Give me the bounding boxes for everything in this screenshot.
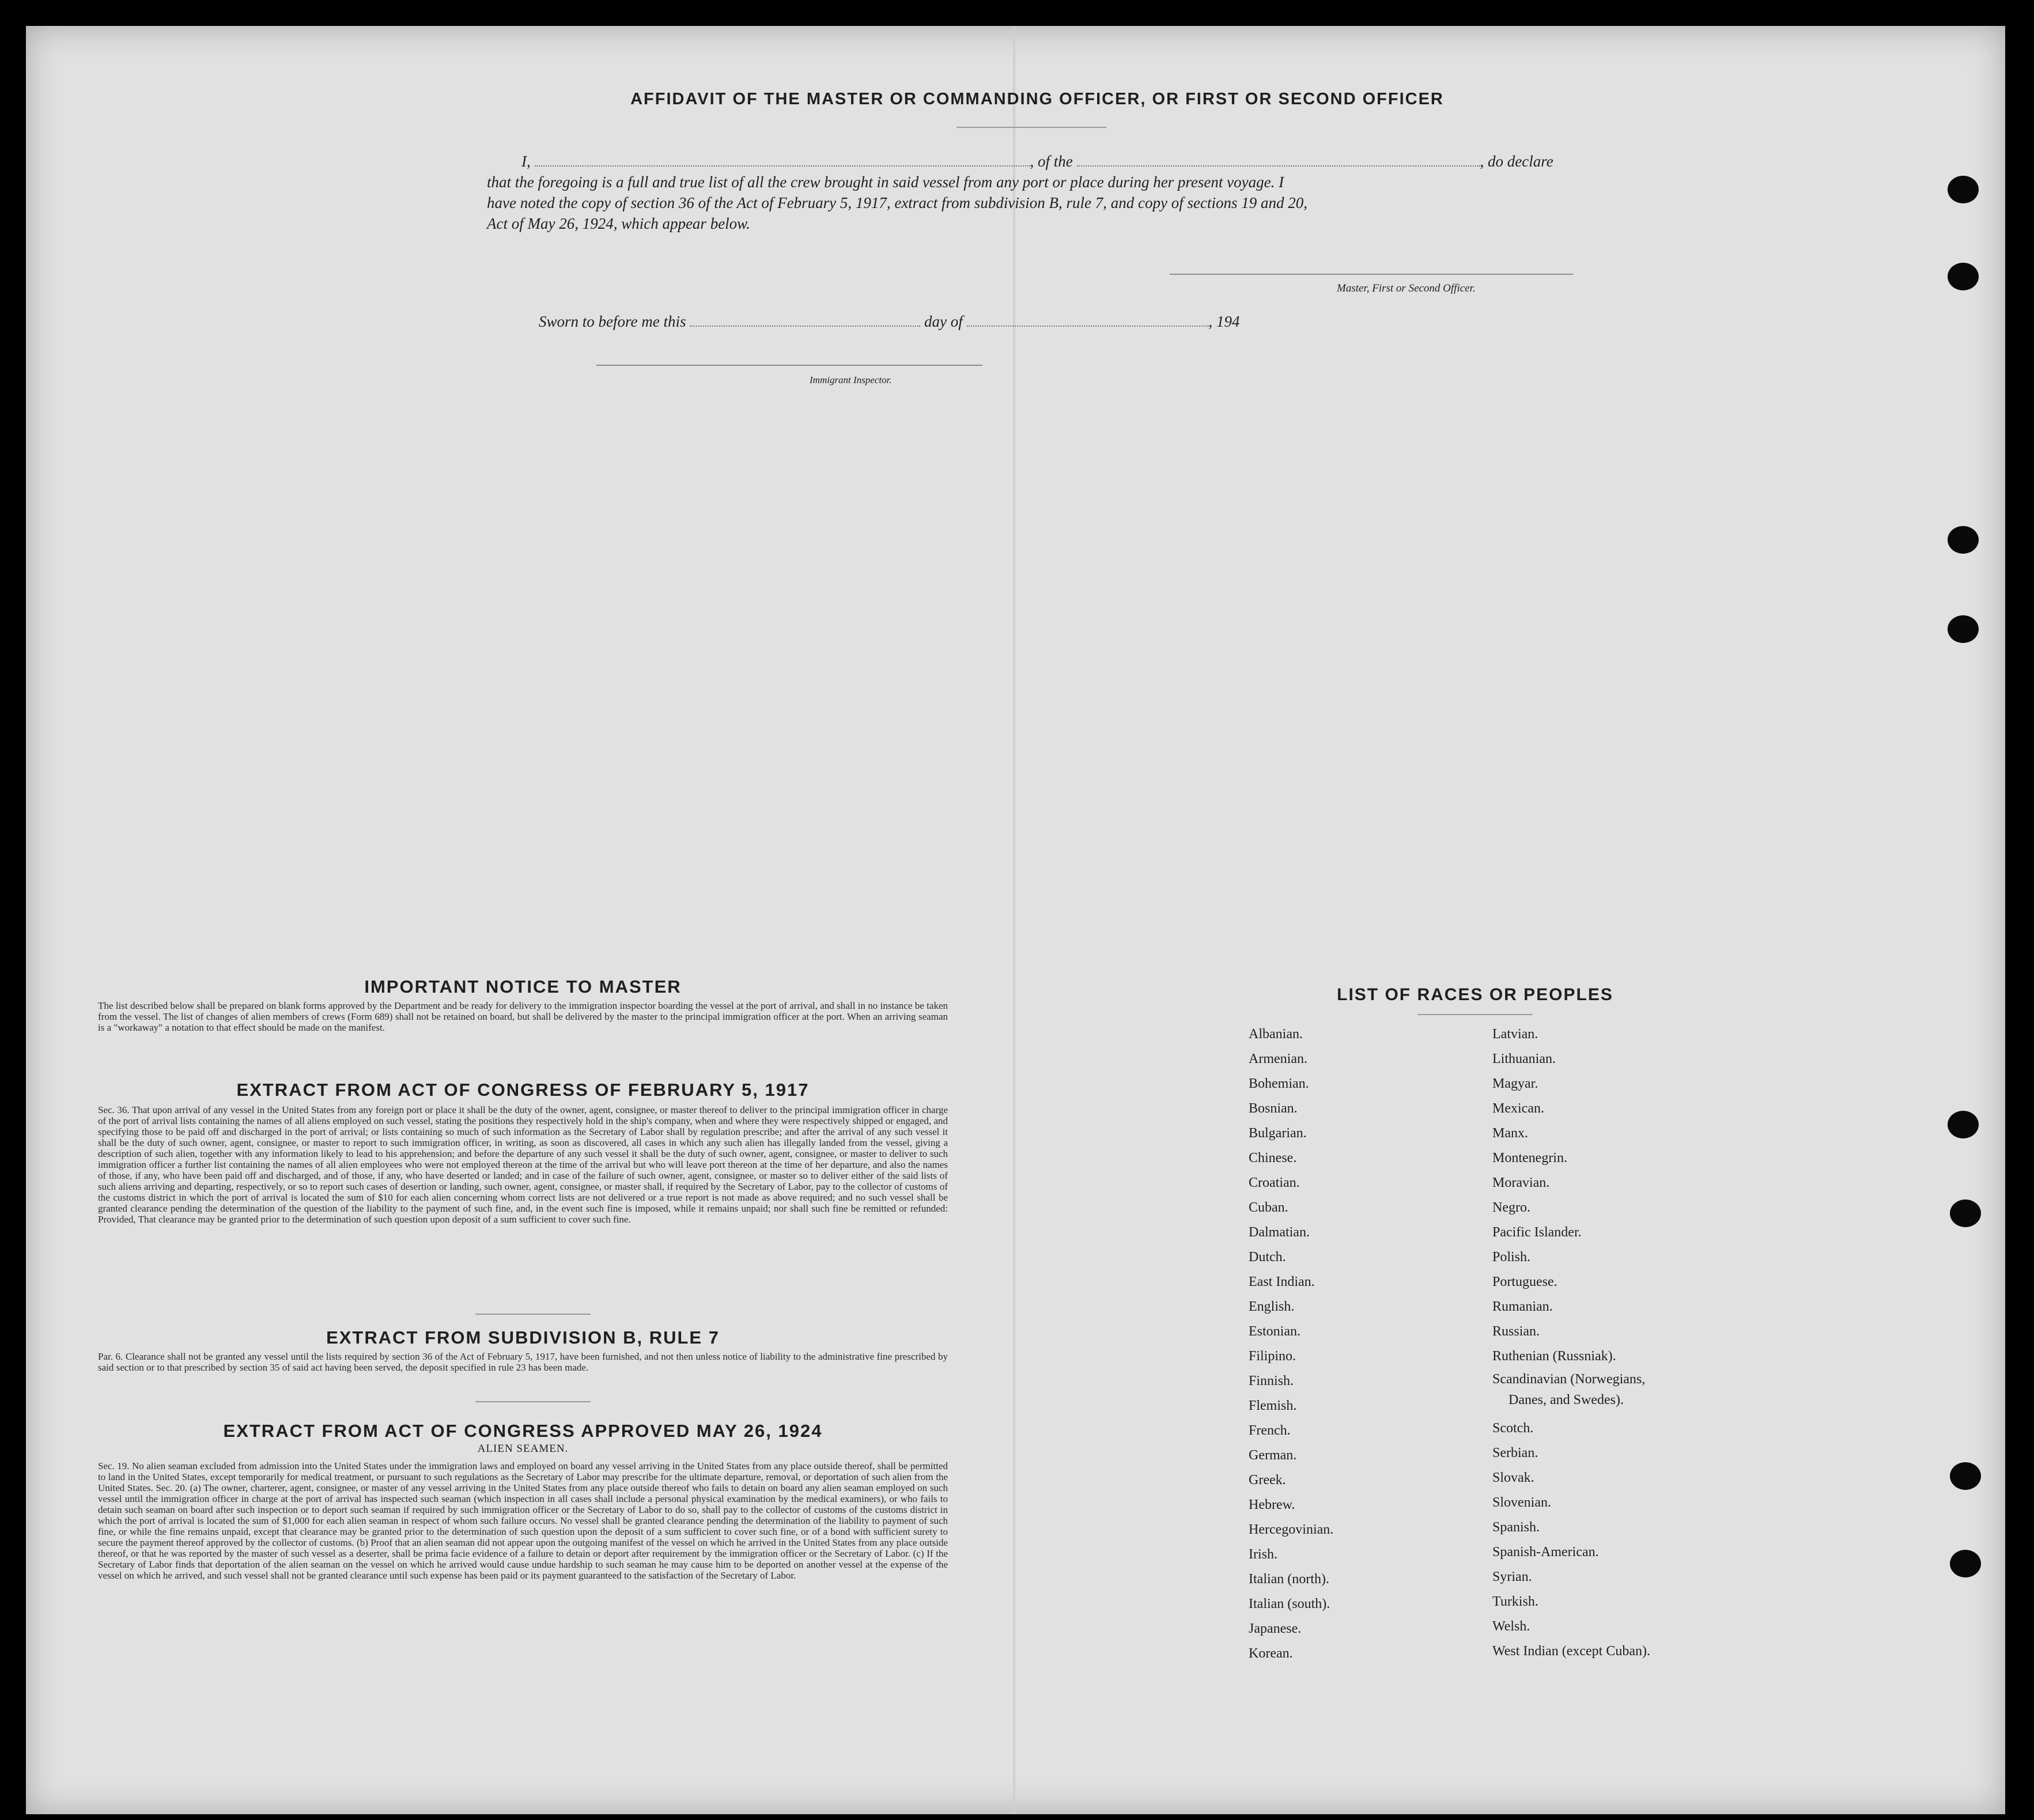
race-item	[1249, 1295, 1333, 1319]
race-item	[1249, 1518, 1333, 1542]
sworn-prefix: Sworn to before me this	[539, 313, 686, 330]
master-signature-line[interactable]	[1170, 274, 1573, 275]
sworn-year: , 194	[1208, 313, 1240, 330]
notice-text: The list described below shall be prepared on blank forms approved by the Department and be ready for delivery to the immigration inspector boarding the vessel at the port of arrival, and shall in no instance be taken from the vessel. The list of changes of alien members of crews (Form 689) shall not be retained on board, but shall be delivered by the master to the principal immigration officer at the port. When an arriving seaman is a "workaway" a notation to that effect should be made on the manifest.	[98, 1000, 948, 1033]
race-label: Manx.	[1492, 1126, 1528, 1141]
race-label: Korean.	[1249, 1646, 1293, 1661]
extract-1917-title: EXTRACT FROM ACT OF CONGRESS OF FEBRUARY 5, 1917	[236, 1080, 810, 1100]
race-label: Slovenian.	[1492, 1495, 1551, 1510]
race-item	[1492, 1319, 1650, 1344]
affidavit-line-2: that the foregoing is a full and true list of all the crew brought in said vessel from any port or place during her present voyage. I	[487, 173, 1284, 191]
race-item	[1249, 1096, 1333, 1121]
race-label: Portuguese.	[1492, 1274, 1557, 1289]
race-label: Montenegrin.	[1492, 1151, 1567, 1166]
race-item	[1492, 1072, 1650, 1096]
race-label: West Indian (except Cuban).	[1492, 1644, 1650, 1659]
divider	[475, 1401, 591, 1402]
race-item	[1249, 1270, 1333, 1295]
race-label: Filipino.	[1249, 1349, 1296, 1364]
race-item	[1249, 1047, 1333, 1072]
race-label: Italian (south).	[1249, 1596, 1330, 1611]
race-label: Syrian.	[1492, 1569, 1532, 1584]
race-item	[1249, 1567, 1333, 1592]
race-item	[1249, 1319, 1333, 1344]
race-label: Dalmatian.	[1249, 1225, 1310, 1240]
sworn-day-field[interactable]	[690, 312, 920, 327]
master-signature-caption: Master, First or Second Officer.	[1337, 282, 1476, 294]
race-label: Serbian.	[1492, 1446, 1538, 1460]
race-label: Negro.	[1492, 1200, 1530, 1215]
race-item	[1492, 1220, 1650, 1245]
race-item	[1249, 1220, 1333, 1245]
page-fold	[1013, 26, 1015, 1814]
race-label: Rumanian.	[1492, 1299, 1553, 1314]
inspector-caption: Immigrant Inspector.	[810, 374, 892, 385]
race-item	[1492, 1614, 1650, 1639]
extract-1924-text: Sec. 19. No alien seaman excluded from admission into the United States under the immigration laws and employed on board any vessel arriving in the United States from any place outside thereof, shall be permitted to land in the United States, except temporarily for medical treatment, or pursuant to such regulations as the Secretary of Labor may prescribe for the ultimate departure, removal, or deportation of such alien from the United States. Sec. 20. (a) The owner, charterer, agent, consignee, or master of any vessel arriving in the United States from any place outside thereof who fails to detain on board any alien seaman employed on such vessel until the immigration officer in charge at the port of arrival has inspected such seaman (which inspection in all cases shall include a personal physical examination by the medical examiners), or who fails to detain such seaman on board after such inspection or to deport such seaman if required by such immigration officer or the Secretary of Labor to do so, shall pay to the collector of customs of the customs district in which the port of arrival is located the sum of $1,000 for each alien seaman in respect of whom such failure occurs. No vessel shall be granted clearance pending the determination of the liability to payment of such fine, or while the fine remains unpaid, except that clearance may be granted prior to the determination of such question upon the deposit of a sum sufficient to cover such fine, or of a bond with sufficient surety to secure the payment thereof approved by the collector of customs. (b) Proof that an alien seaman did not appear upon the outgoing manifest of the vessel on which he arrived in the United States from any place outside thereof, or that he was reported by the master of such vessel as a deserter, shall be prima facie evidence of a failure to detain or deport after requirement by the immigration officer or the Secretary of Labor. (c) If the Secretary of Labor finds that deportation of the alien seaman on the vessel on which he arrived would cause undue hardship to such seaman he may cause him to be deported on another vessel at the expense of the vessel on which he arrived, and such vessel shall not be granted clearance until such expense has been paid or its payment guaranteed to the satisfaction of the Secretary of Labor.	[98, 1460, 948, 1581]
extract-rule7-text: Par. 6. Clearance shall not be granted any vessel until the lists required by section 36 of the Act of February 5, 1917, have been furnished, and not then unless notice of liability to the administrative fine prescribed by said section or to that prescribed by section 35 of said act having been served, the deposit specified in rule 23 has been made.	[98, 1351, 948, 1373]
race-label: Bohemian.	[1249, 1076, 1309, 1091]
race-label: Flemish.	[1249, 1398, 1297, 1413]
inspector-signature-line[interactable]	[596, 365, 982, 366]
extract-1924-subtitle: ALIEN SEAMEN.	[477, 1443, 569, 1455]
race-item	[1249, 1121, 1333, 1146]
race-label: Chinese.	[1249, 1151, 1297, 1166]
race-item	[1492, 1416, 1650, 1441]
race-label: Magyar.	[1492, 1076, 1538, 1091]
race-label: Latvian.	[1492, 1027, 1538, 1042]
race-label: Lithuanian.	[1492, 1051, 1556, 1066]
affidavit-title: AFFIDAVIT OF THE MASTER OR COMMANDING OFFICER, OR FIRST OR SECOND OFFICER	[630, 90, 1444, 108]
race-label: Welsh.	[1492, 1619, 1530, 1634]
extract-rule7-title: EXTRACT FROM SUBDIVISION B, RULE 7	[326, 1327, 720, 1348]
race-label: Finnish.	[1249, 1373, 1294, 1388]
race-item	[1249, 1171, 1333, 1195]
divider	[475, 1314, 591, 1315]
race-item	[1249, 1344, 1333, 1369]
race-label: Turkish.	[1492, 1594, 1538, 1609]
race-label: Bulgarian.	[1249, 1126, 1307, 1141]
race-item	[1492, 1096, 1650, 1121]
vessel-prefix: , of the	[1030, 153, 1073, 170]
declarant-name-field[interactable]	[535, 152, 1030, 167]
race-item	[1492, 1515, 1650, 1540]
race-label: French.	[1249, 1423, 1291, 1438]
vessel-name-field[interactable]	[1077, 152, 1480, 167]
affidavit-line-3: have noted the copy of section 36 of the Act of February 5, 1917, extract from subdivision B, rule 7, and copy of sections 19 and 20,	[487, 194, 1307, 211]
race-item	[1492, 1022, 1650, 1047]
race-item	[1249, 1022, 1333, 1047]
race-label: Hercegovinian.	[1249, 1522, 1334, 1537]
race-label: German.	[1249, 1448, 1297, 1463]
race-label: Croatian.	[1249, 1175, 1300, 1190]
punch-hole	[1950, 1462, 1981, 1490]
declarant-prefix: I,	[521, 153, 531, 170]
divider	[956, 127, 1106, 128]
race-label: Scandinavian (Norwegians,	[1492, 1372, 1646, 1387]
race-label-continuation: Danes, and Swedes).	[1509, 1393, 1624, 1407]
race-label: Hebrew.	[1249, 1497, 1295, 1512]
race-item	[1492, 1171, 1650, 1195]
race-label: Spanish.	[1492, 1520, 1540, 1535]
race-item	[1249, 1146, 1333, 1171]
punch-hole	[1948, 1111, 1979, 1138]
race-item	[1249, 1072, 1333, 1096]
race-item	[1492, 1490, 1650, 1515]
race-item	[1492, 1565, 1650, 1590]
race-label: Polish.	[1492, 1250, 1531, 1265]
race-item	[1249, 1195, 1333, 1220]
race-label: Russian.	[1492, 1324, 1540, 1339]
punch-hole	[1950, 1200, 1981, 1227]
race-item	[1492, 1639, 1650, 1664]
races-left-column	[1249, 1022, 1333, 1666]
race-item	[1249, 1592, 1333, 1617]
race-item	[1492, 1146, 1650, 1171]
race-item	[1249, 1443, 1333, 1468]
race-item	[1492, 1590, 1650, 1614]
race-item	[1249, 1542, 1333, 1567]
race-label: Albanian.	[1249, 1027, 1303, 1042]
race-item	[1492, 1121, 1650, 1146]
race-item	[1492, 1540, 1650, 1565]
race-item	[1249, 1394, 1333, 1418]
race-item	[1249, 1418, 1333, 1443]
races-right-column	[1492, 1022, 1650, 1664]
punch-hole	[1948, 263, 1979, 290]
race-label: English.	[1249, 1299, 1295, 1314]
race-label: Japanese.	[1249, 1621, 1302, 1636]
notice-title: IMPORTANT NOTICE TO MASTER	[364, 977, 682, 997]
race-label: Scotch.	[1492, 1421, 1534, 1436]
race-label: Cuban.	[1249, 1200, 1288, 1215]
race-item	[1492, 1245, 1650, 1270]
affidavit-line-1	[521, 151, 1587, 172]
race-item	[1492, 1047, 1650, 1072]
sworn-day-of: day of	[924, 313, 963, 330]
race-item	[1492, 1344, 1650, 1369]
punch-hole	[1948, 526, 1979, 554]
races-title: LIST OF RACES OR PEOPLES	[1337, 985, 1613, 1004]
race-item	[1249, 1369, 1333, 1394]
race-label: Pacific Islander.	[1492, 1225, 1582, 1240]
race-item	[1492, 1441, 1650, 1466]
punch-hole	[1950, 1550, 1981, 1577]
race-label: Spanish-American.	[1492, 1545, 1599, 1560]
declare-suffix: , do declare	[1480, 153, 1553, 170]
race-label: Dutch.	[1249, 1250, 1286, 1265]
race-label: Mexican.	[1492, 1101, 1544, 1116]
race-label: Italian (north).	[1249, 1572, 1329, 1587]
race-label: Armenian.	[1249, 1051, 1307, 1066]
race-item	[1492, 1369, 1650, 1416]
race-label: Ruthenian (Russniak).	[1492, 1349, 1616, 1364]
sworn-month-field[interactable]	[967, 312, 1209, 327]
race-item	[1249, 1468, 1333, 1493]
punch-hole	[1948, 176, 1979, 203]
race-label: Bosnian.	[1249, 1101, 1298, 1116]
divider	[1417, 1014, 1533, 1015]
sworn-line	[539, 311, 1345, 332]
punch-hole	[1948, 615, 1979, 643]
race-item	[1492, 1195, 1650, 1220]
affidavit-line-4: Act of May 26, 1924, which appear below.	[487, 215, 750, 232]
race-item	[1492, 1466, 1650, 1490]
race-label: Moravian.	[1492, 1175, 1550, 1190]
race-item	[1492, 1270, 1650, 1295]
race-label: Slovak.	[1492, 1470, 1534, 1485]
race-label: Irish.	[1249, 1547, 1277, 1562]
race-label: Greek.	[1249, 1473, 1286, 1488]
race-item	[1249, 1245, 1333, 1270]
race-item	[1249, 1493, 1333, 1518]
extract-1917-text: Sec. 36. That upon arrival of any vessel in the United States from any foreign port or place it shall be the duty of the owner, agent, consignee, or master thereof to deliver to the principal immigration officer in charge of the port of arrival lists containing the names of all aliens employed on such vessel, stating the positions they respectively hold in the ship's company, when and where they were respectively shipped or engaged, and specifying those to be paid off and discharged in the port of arrival; or lists containing so much of such information as the Secretary of Labor shall by regulation prescribe; and after the arrival of any such vessel it shall be the duty of such owner, agent, consignee, or master to report to such immigration officer, in writing, as soon as discovered, all cases in which any such alien has illegally landed from the vessel, giving a description of such alien, together with any information likely to lead to his apprehension; and before the departure of any such vessel it shall be the duty of such owner, agent, consignee, or master to deliver to such immigration officer a further list containing the names of all alien employees who were not employed thereon at the time of the arrival but who will leave port thereon at the time of her departure, and also the names of those, if any, who have been paid off and discharged, and of those, if any, who have deserted or landed; and in case of the failure of such owner, agent, consignee, or master so to deliver either of the said lists of such aliens arriving and departing, respectively, or so to report such cases of desertion or landing, such owner, agent, consignee, or master shall, if required by the Secretary of Labor, pay to the collector of customs of the customs district in which the port of arrival is located the sum of $10 for each alien concerning whom correct lists are not delivered or a true report is not made as above required; and no such vessel shall be granted clearance pending the determination of the question of the liability to the payment of such fine, and, in the event such fine is imposed, while it remains unpaid; nor shall such fine be remitted or refunded: Provided, That clearance may be granted prior to the determination of such question upon deposit of a sum sufficient to cover such fine.	[98, 1104, 948, 1225]
race-label: Estonian.	[1249, 1324, 1300, 1339]
race-item	[1249, 1641, 1333, 1666]
race-item	[1249, 1617, 1333, 1641]
race-item	[1492, 1295, 1650, 1319]
extract-1924-title: EXTRACT FROM ACT OF CONGRESS APPROVED MAY 26, 1924	[223, 1421, 823, 1441]
race-label: East Indian.	[1249, 1274, 1315, 1289]
